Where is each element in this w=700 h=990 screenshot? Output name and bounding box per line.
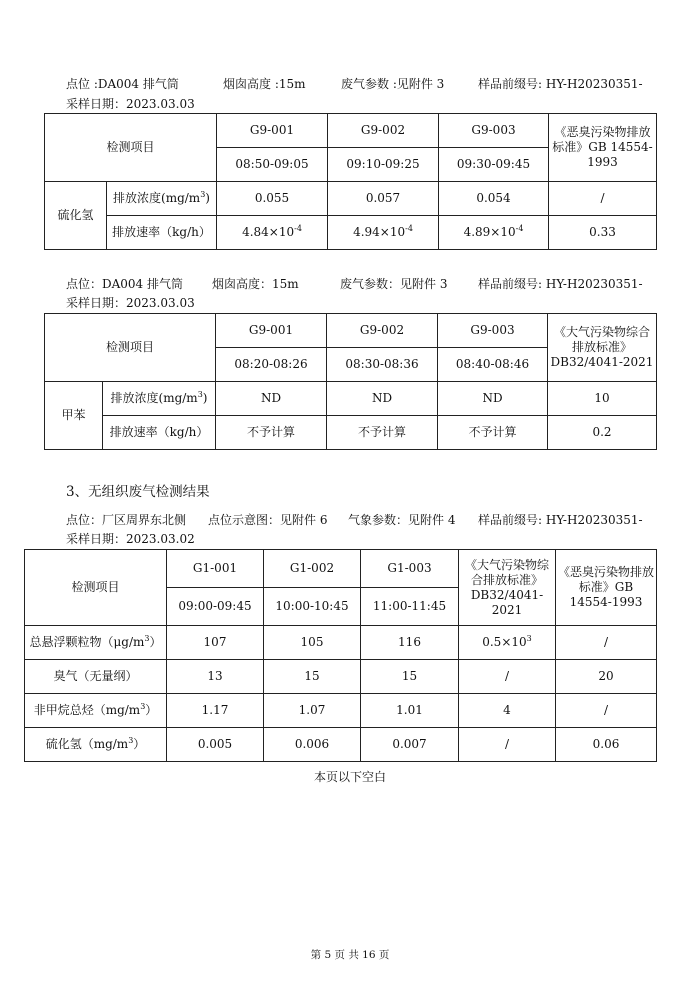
standard: 《恶臭污染物排放标准》GB 14554-1993 xyxy=(549,114,657,182)
rate-value: $4.94\times 10^{-4}$ xyxy=(328,216,439,250)
t1-location: 点位 :DA004 排气筒 xyxy=(66,77,179,91)
rate-limit: 0.33 xyxy=(549,216,657,250)
sample-id: G9-001 xyxy=(217,114,328,148)
sample-id: G1-001 xyxy=(167,550,264,588)
cell-value: 107 xyxy=(167,626,264,660)
page-number: 第 5 页 共 16 页 xyxy=(310,949,390,961)
t2-prefix: 样品前缀号: HY-H20230351- xyxy=(478,277,643,291)
cell-value: 13 xyxy=(167,660,264,694)
sample-time: 08:50-09:05 xyxy=(217,148,328,182)
cell-limit: $0.5\times 10^3$ xyxy=(459,626,556,660)
row-label-odor: 臭气（无量纲） xyxy=(25,660,167,694)
item-header: 检测项目 xyxy=(25,550,167,626)
rate-limit: 0.2 xyxy=(548,416,657,450)
t1-params: 废气参数 :见附件 3 xyxy=(341,77,445,91)
sample-id: G9-003 xyxy=(438,314,548,348)
conc-label: 排放浓度$(mg/m^3)$ xyxy=(103,382,216,416)
cell-value: 1.17 xyxy=(167,694,264,728)
conc-value: ND xyxy=(327,382,438,416)
sample-id: G1-002 xyxy=(264,550,361,588)
sample-id: G9-002 xyxy=(328,114,439,148)
cell-value: 1.07 xyxy=(264,694,361,728)
table-h2s-stack xyxy=(44,113,657,250)
cell-limit: 4 xyxy=(459,694,556,728)
conc-value: ND xyxy=(438,382,548,416)
standard: 《恶臭污染物排放标准》GB 14554-1993 xyxy=(556,550,657,626)
t2-date: 采样日期：2023.03.03 xyxy=(66,296,195,310)
pollutant: 硫化氢 xyxy=(45,182,107,250)
sample-time: 08:40-08:46 xyxy=(438,348,548,382)
rate-value: 不予计算 xyxy=(438,416,548,450)
sample-id: G9-002 xyxy=(327,314,438,348)
standard: 《大气污染物综合排放标准》DB32/4041-2021 xyxy=(548,314,657,382)
conc-limit: 10 xyxy=(548,382,657,416)
blank-note: 本页以下空白 xyxy=(313,770,386,784)
row-label-h2s: 硫化氢$(mg/m^3)$ xyxy=(25,728,167,762)
cell-limit: 20 xyxy=(556,660,657,694)
cell-value: 15 xyxy=(264,660,361,694)
cell-value: 105 xyxy=(264,626,361,660)
conc-label: 排放浓度$(mg/m^3)$ xyxy=(107,182,217,216)
cell-value: 0.006 xyxy=(264,728,361,762)
standard: 《大气污染物综合排放标准》DB32/4041-2021 xyxy=(459,550,556,626)
t3-date: 采样日期：2023.03.02 xyxy=(66,532,195,546)
cell-limit: / xyxy=(459,660,556,694)
cell-value: 0.005 xyxy=(167,728,264,762)
cell-value: 0.007 xyxy=(361,728,459,762)
t1-prefix: 样品前缀号: HY-H20230351- xyxy=(478,77,643,91)
sample-time: 08:30-08:36 xyxy=(327,348,438,382)
sample-id: G9-001 xyxy=(216,314,327,348)
sample-time: 09:00-09:45 xyxy=(167,588,264,626)
item-header: 检测项目 xyxy=(45,314,216,382)
t2-params: 废气参数：见附件 3 xyxy=(340,277,448,291)
sample-time: 09:10-09:25 xyxy=(328,148,439,182)
conc-value: 0.054 xyxy=(439,182,549,216)
cell-value: 116 xyxy=(361,626,459,660)
rate-value: 不予计算 xyxy=(216,416,327,450)
cell-limit: / xyxy=(556,694,657,728)
rate-value: 不予计算 xyxy=(327,416,438,450)
cell-value: 15 xyxy=(361,660,459,694)
sample-id: G9-003 xyxy=(439,114,549,148)
cell-limit: 0.06 xyxy=(556,728,657,762)
sample-id: G1-003 xyxy=(361,550,459,588)
sample-time: 09:30-09:45 xyxy=(439,148,549,182)
t1-date: 采样日期：2023.03.03 xyxy=(66,97,195,111)
rate-label: 排放速率（kg/h） xyxy=(103,416,216,450)
item-header: 检测项目 xyxy=(45,114,217,182)
row-label-tsp: 总悬浮颗粒物$(\mu g/m^3)$ xyxy=(25,626,167,660)
t3-diagram: 点位示意图：见附件 6 xyxy=(208,513,328,527)
conc-value: ND xyxy=(216,382,327,416)
cell-value: 1.01 xyxy=(361,694,459,728)
table-toluene-stack xyxy=(44,313,657,450)
rate-label: 排放速率（kg/h） xyxy=(107,216,217,250)
sample-time: 10:00-10:45 xyxy=(264,588,361,626)
cell-limit: / xyxy=(556,626,657,660)
section-title: 3、无组织废气检测结果 xyxy=(66,484,210,500)
t3-prefix: 样品前缀号: HY-H20230351- xyxy=(478,513,643,527)
pollutant: 甲苯 xyxy=(45,382,103,450)
t3-weather: 气象参数：见附件 4 xyxy=(348,513,456,527)
row-label-nmhc: 非甲烷总烃$(mg/m^3)$ xyxy=(25,694,167,728)
table-fugitive xyxy=(24,549,657,762)
t3-location: 点位：厂区周界东北侧 xyxy=(66,513,187,527)
t1-height: 烟囱高度 :15m xyxy=(223,77,306,91)
t2-location: 点位：DA004 排气筒 xyxy=(66,277,184,291)
cell-limit: / xyxy=(459,728,556,762)
conc-limit: / xyxy=(549,182,657,216)
t2-height: 烟囱高度：15m xyxy=(212,277,299,291)
conc-value: 0.057 xyxy=(328,182,439,216)
rate-value: $4.84\times 10^{-4}$ xyxy=(217,216,328,250)
sample-time: 11:00-11:45 xyxy=(361,588,459,626)
conc-value: 0.055 xyxy=(217,182,328,216)
sample-time: 08:20-08:26 xyxy=(216,348,327,382)
rate-value: $4.89\times 10^{-4}$ xyxy=(439,216,549,250)
